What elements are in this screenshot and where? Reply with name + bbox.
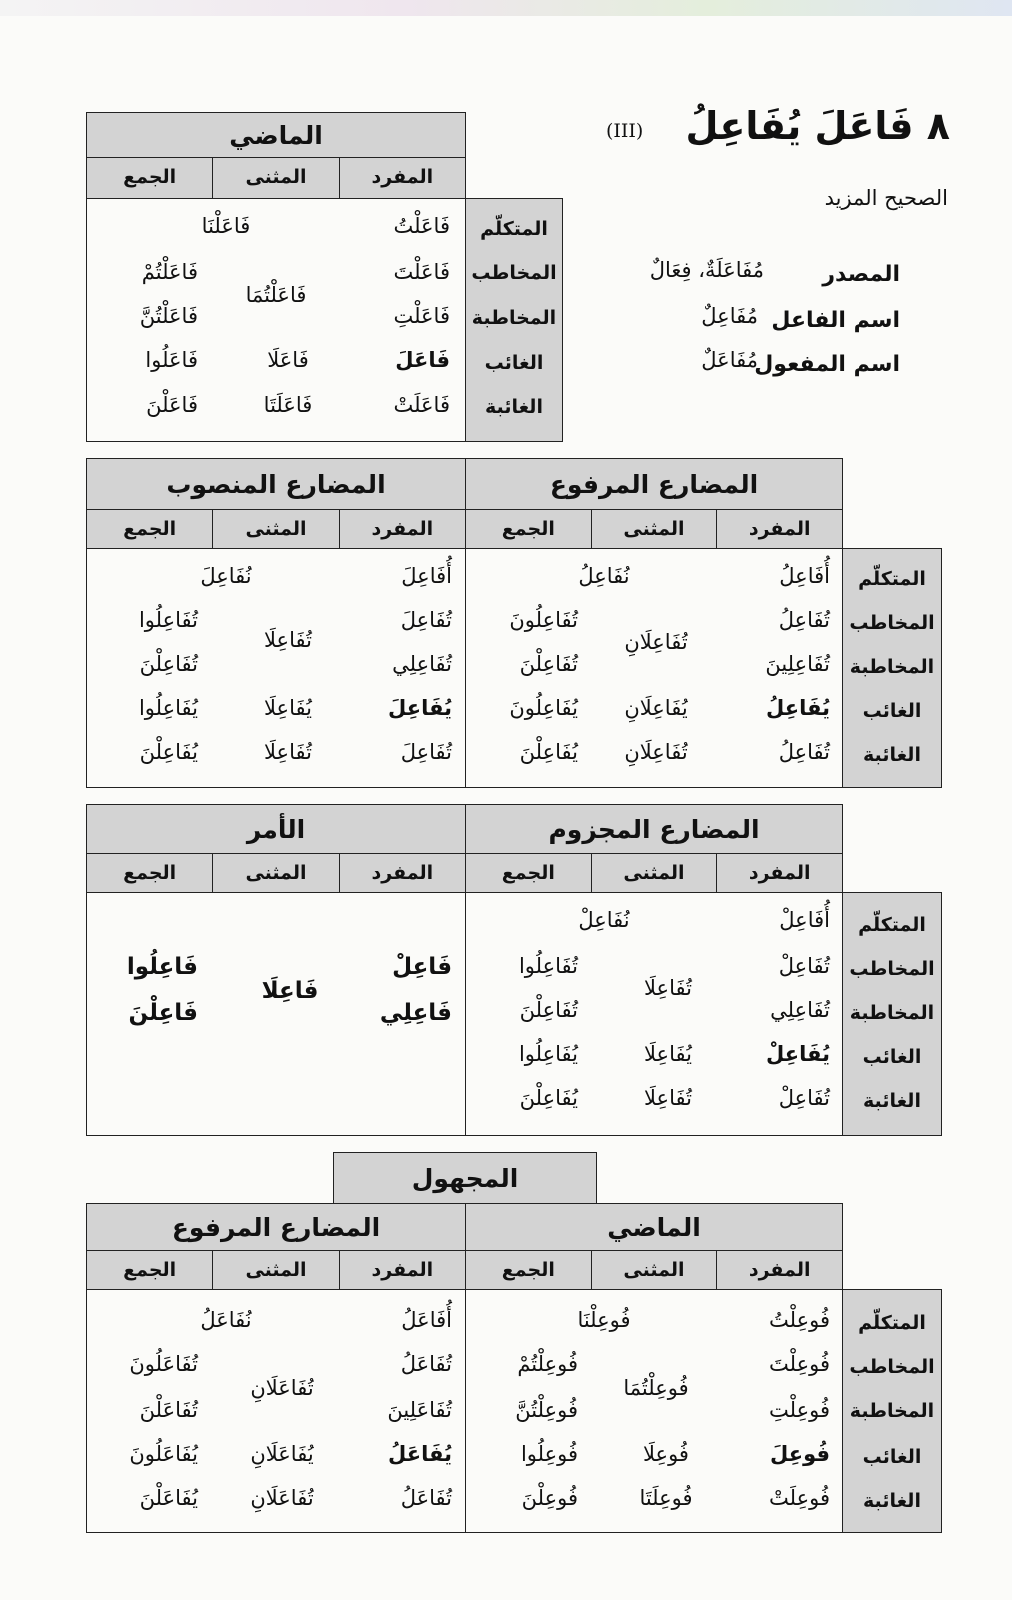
sub-2fs: تُفَاعِلِي [392, 652, 452, 676]
pind-3fd: تُفَاعَلَانِ [250, 1486, 314, 1510]
pind-2d: تُفَاعَلَانِ [250, 1376, 314, 1400]
jus-2fp: تُفَاعِلْنَ [519, 998, 578, 1022]
t2-person-4: الغائب [862, 700, 922, 722]
sub-3fp: يُفَاعِلْنَ [139, 740, 198, 764]
ind-2mp: تُفَاعِلُونَ [509, 608, 578, 632]
masdar-value: مُفَاعَلَةٌ، فِعَالٌ [649, 258, 764, 282]
jus-2ms: تُفَاعِلْ [778, 954, 830, 978]
passive-past-table-title: الماضي [465, 1203, 843, 1251]
ind-2fs: تُفَاعِلِينَ [765, 652, 830, 676]
passive-participle-value: مُفَاعَلٌ [701, 348, 758, 372]
jussive-col-headers [465, 853, 843, 893]
col-plural: الجمع [123, 518, 177, 540]
ppast-2mp: فُوعِلْتُمْ [517, 1352, 578, 1376]
t4-person-4: الغائب [862, 1446, 922, 1468]
sub-2ms: تُفَاعِلَ [400, 608, 452, 632]
subjunctive-table-title: المضارع المنصوب [86, 458, 466, 510]
imperative-col-headers [86, 853, 466, 893]
pind-2fp: تُفَاعَلْنَ [139, 1398, 198, 1422]
sub-3md: يُفَاعِلَا [264, 696, 312, 720]
masdar-label: المصدر [822, 262, 900, 287]
col-dual: المثنى [591, 510, 717, 548]
pind-3fs: تُفَاعَلُ [400, 1486, 452, 1510]
t2-person-2: المخاطب [849, 612, 935, 634]
ind-2fp: تُفَاعِلْنَ [519, 652, 578, 676]
indicative-col-headers [465, 509, 843, 549]
t3-person-5: الغائبة [863, 1090, 921, 1112]
jus-3ms: يُفَاعِلْ [766, 1042, 830, 1066]
subjunctive-col-headers [86, 509, 466, 549]
t3-person-3: المخاطبة [849, 1002, 935, 1024]
sub-3fs: تُفَاعِلَ [400, 740, 452, 764]
col-singular: المفرد [339, 510, 465, 548]
t4-person-3: المخاطبة [849, 1400, 935, 1422]
passive-participle-label: اسم المفعول [754, 352, 900, 377]
pind-2mp: تُفَاعَلُونَ [129, 1352, 198, 1376]
past-2d: فَاعَلْتُمَا [245, 283, 307, 307]
past-2ms: فَاعَلْتَ [393, 260, 450, 284]
col-dual: المثنى [212, 158, 338, 198]
jus-3fs: تُفَاعِلْ [778, 1086, 830, 1110]
sub-2d: تُفَاعِلَا [264, 628, 312, 652]
indicative-table-title: المضارع المرفوع [465, 458, 843, 510]
past-1p: فَاعَلْنَا [201, 214, 251, 238]
t4-person-2: المخاطب [849, 1356, 935, 1378]
pind-2ms: تُفَاعَلُ [400, 1352, 452, 1376]
ind-1p: نُفَاعِلُ [578, 564, 630, 588]
t3-person-4: الغائب [862, 1046, 922, 1068]
title-verb: فَاعَلَ يُفَاعِلُ [685, 104, 914, 148]
past-2fs: فَاعَلْتِ [393, 304, 450, 328]
jus-1s: أُفَاعِلْ [779, 908, 830, 932]
ppast-1s: فُوعِلْتُ [769, 1308, 830, 1332]
col-singular: المفرد [716, 510, 842, 548]
imp-2fp: فَاعِلْنَ [128, 1000, 198, 1026]
sub-2mp: تُفَاعِلُوا [138, 608, 198, 632]
jus-3mp: يُفَاعِلُوا [518, 1042, 578, 1066]
t3-person-1: المتكلّم [858, 914, 926, 936]
past-2mp: فَاعَلْتُمْ [141, 260, 198, 284]
imp-2mp: فَاعِلُوا [126, 954, 198, 980]
col-plural: الجمع [123, 1259, 177, 1281]
past-table-title: الماضي [86, 112, 466, 158]
passive-indicative-table-title: المضارع المرفوع [86, 1203, 466, 1251]
past-person-4: الغائب [484, 352, 544, 374]
ppast-3md: فُوعِلَا [643, 1442, 689, 1466]
col-singular: المفرد [716, 854, 842, 892]
sub-3fd: تُفَاعِلَا [264, 740, 312, 764]
sub-3ms: يُفَاعِلَ [388, 696, 452, 720]
page-title [686, 104, 950, 148]
imp-2ms: فَاعِلْ [392, 954, 452, 980]
past-3mp: فَاعَلُوا [145, 348, 198, 372]
t2-person-5: الغائبة [863, 744, 921, 766]
pind-1p: نُفَاعَلُ [200, 1308, 252, 1332]
col-singular: المفرد [339, 854, 465, 892]
col-dual: المثنى [212, 854, 338, 892]
ind-3fp: يُفَاعِلْنَ [519, 740, 578, 764]
col-plural: الجمع [501, 518, 555, 540]
pind-3md: يُفَاعَلَانِ [250, 1442, 314, 1466]
col-plural: الجمع [123, 862, 177, 884]
past-1s: فَاعَلْتُ [393, 214, 450, 238]
sub-1s: أُفَاعِلَ [401, 564, 452, 588]
passive-title: المجهول [333, 1152, 597, 1204]
subtitle: الصحيح المزيد [824, 186, 948, 210]
jussive-table-title: المضارع المجزوم [465, 804, 843, 854]
col-plural: الجمع [501, 862, 555, 884]
jus-2mp: تُفَاعِلُوا [518, 954, 578, 978]
ind-2d: تُفَاعِلَانِ [624, 630, 688, 654]
col-singular: المفرد [716, 1251, 842, 1289]
col-singular: المفرد [339, 1251, 465, 1289]
jus-3md: يُفَاعِلَا [644, 1042, 692, 1066]
jus-3fp: يُفَاعِلْنَ [519, 1086, 578, 1110]
jus-3fd: تُفَاعِلَا [644, 1086, 692, 1110]
pind-3ms: يُفَاعَلُ [388, 1442, 452, 1466]
past-person-3: المخاطبة [471, 307, 557, 329]
col-dual: المثنى [591, 1251, 717, 1289]
ind-3md: يُفَاعِلَانِ [624, 696, 688, 720]
pind-1s: أُفَاعَلُ [401, 1308, 452, 1332]
active-participle-value: مُفَاعِلٌ [701, 304, 758, 328]
past-3fd: فَاعَلَتَا [263, 393, 313, 417]
past-3md: فَاعَلَا [267, 348, 309, 372]
pind-2fs: تُفَاعَلِينَ [387, 1398, 452, 1422]
pind-3mp: يُفَاعَلُونَ [129, 1442, 198, 1466]
ppast-2fs: فُوعِلْتِ [769, 1398, 830, 1422]
past-person-1: المتكلّم [480, 218, 548, 240]
ppast-3mp: فُوعِلُوا [520, 1442, 578, 1466]
imp-2fs: فَاعِلِي [379, 1000, 452, 1026]
scan-edge-strip [0, 0, 1012, 16]
ppast-2d: فُوعِلْتُمَا [623, 1376, 689, 1400]
pind-3fp: يُفَاعَلْنَ [139, 1486, 198, 1510]
passive-past-col-headers [465, 1250, 843, 1290]
ind-3mp: يُفَاعِلُونَ [509, 696, 578, 720]
ppast-3fs: فُوعِلَتْ [769, 1486, 830, 1510]
ind-2ms: تُفَاعِلُ [778, 608, 830, 632]
col-plural: الجمع [123, 166, 177, 188]
imperative-table-title: الأمر [86, 804, 466, 854]
ppast-3fp: فُوعِلْنَ [521, 1486, 578, 1510]
past-col-headers [86, 157, 466, 199]
sub-3mp: يُفَاعِلُوا [138, 696, 198, 720]
past-person-2: المخاطب [471, 262, 557, 284]
past-3fp: فَاعَلْنَ [146, 393, 198, 417]
col-dual: المثنى [212, 1251, 338, 1289]
title-number: ٨ [926, 104, 950, 148]
past-3fs: فَاعَلَتْ [393, 393, 450, 417]
past-2fp: فَاعَلْتُنَّ [139, 304, 198, 328]
jus-1p: نُفَاعِلْ [578, 908, 630, 932]
ppast-1p: فُوعِلْنَا [577, 1308, 631, 1332]
t2-person-1: المتكلّم [858, 568, 926, 590]
col-dual: المثنى [591, 854, 717, 892]
t2-person-3: المخاطبة [849, 656, 935, 678]
jus-2fs: تُفَاعِلِي [770, 998, 830, 1022]
ind-1s: أُفَاعِلُ [779, 564, 830, 588]
ppast-3fd: فُوعِلَتَا [639, 1486, 693, 1510]
ind-3fs: تُفَاعِلُ [778, 740, 830, 764]
t4-person-5: الغائبة [863, 1490, 921, 1512]
jus-2d: تُفَاعِلَا [644, 976, 692, 1000]
sub-1p: نُفَاعِلَ [200, 564, 252, 588]
t3-person-2: المخاطب [849, 958, 935, 980]
past-person-5: الغائبة [485, 396, 543, 418]
imp-2d: فَاعِلَا [261, 978, 319, 1004]
active-participle-label: اسم الفاعل [771, 308, 900, 333]
ppast-3ms: فُوعِلَ [769, 1442, 830, 1466]
form-number: (III) [606, 120, 644, 142]
col-singular: المفرد [339, 158, 465, 198]
ppast-2fp: فُوعِلْتُنَّ [515, 1398, 578, 1422]
past-3ms: فَاعَلَ [395, 348, 450, 372]
ind-3ms: يُفَاعِلُ [766, 696, 830, 720]
ppast-2ms: فُوعِلْتَ [769, 1352, 830, 1376]
ind-3fd: تُفَاعِلَانِ [624, 740, 688, 764]
col-plural: الجمع [501, 1259, 555, 1281]
sub-2fp: تُفَاعِلْنَ [139, 652, 198, 676]
t4-person-1: المتكلّم [858, 1312, 926, 1334]
col-dual: المثنى [212, 510, 338, 548]
passive-indicative-col-headers [86, 1250, 466, 1290]
